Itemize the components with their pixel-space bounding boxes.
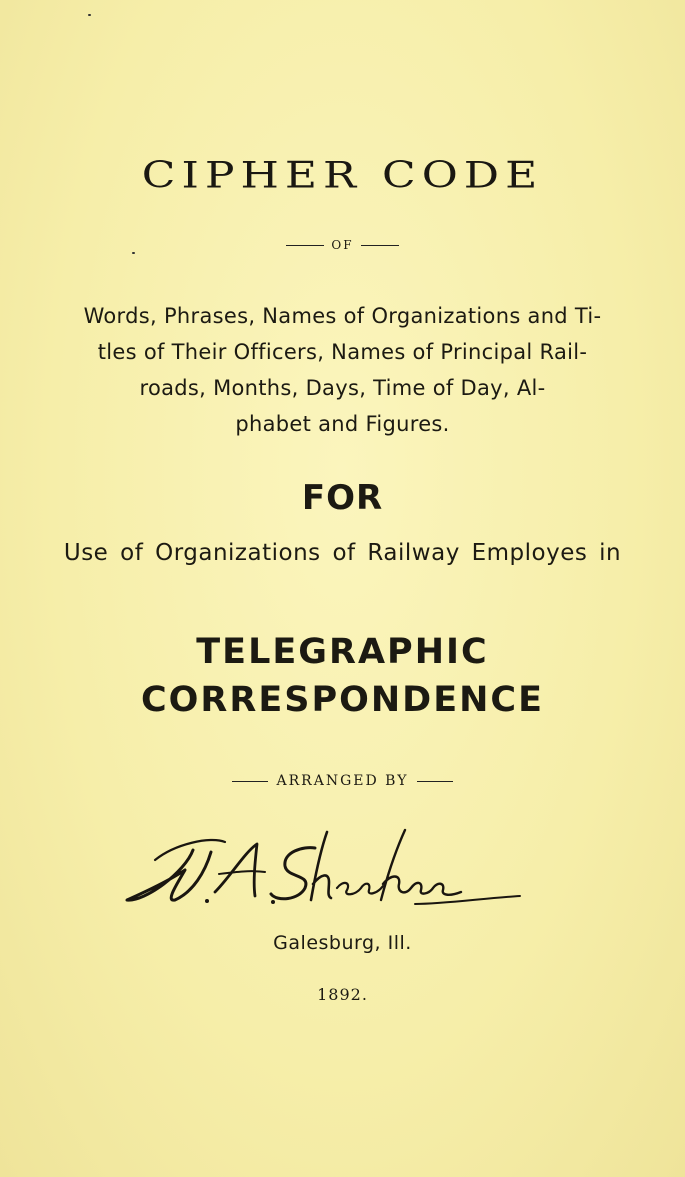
telegraphic-heading	[0, 628, 685, 724]
signature-image	[115, 822, 535, 922]
description	[0, 298, 685, 442]
telegraphic-line-1: TELEGRAPHIC	[196, 632, 489, 672]
description-line-3: roads, Months, Days, Time of Day, Al-	[139, 376, 546, 400]
for-heading: FOR	[301, 478, 384, 518]
rule-right	[417, 781, 453, 782]
publication-year: 1892.	[317, 985, 368, 1004]
of-line	[0, 238, 685, 252]
description-line-2: tles of Their Officers, Names of Principal Rail-	[97, 340, 588, 364]
arranged-label: ARRANGED BY	[276, 773, 409, 789]
of-label: OF	[331, 238, 354, 252]
rule-left	[286, 245, 324, 246]
print-speck	[88, 14, 91, 16]
use-line: Use of Organizations of Railway Employes in	[63, 540, 622, 566]
place-of-publication: Galesburg, Ill.	[273, 932, 412, 954]
telegraphic-line-2: CORRESPONDENCE	[140, 680, 544, 720]
arranged-by-line	[0, 773, 685, 789]
print-speck	[132, 252, 135, 254]
page-title: CIPHER CODE	[141, 154, 544, 197]
rule-left	[232, 781, 268, 782]
description-line-1: Words, Phrases, Names of Organizations and Ti-	[83, 304, 602, 328]
description-line-4: phabet and Figures.	[235, 412, 450, 436]
rule-right	[361, 245, 399, 246]
